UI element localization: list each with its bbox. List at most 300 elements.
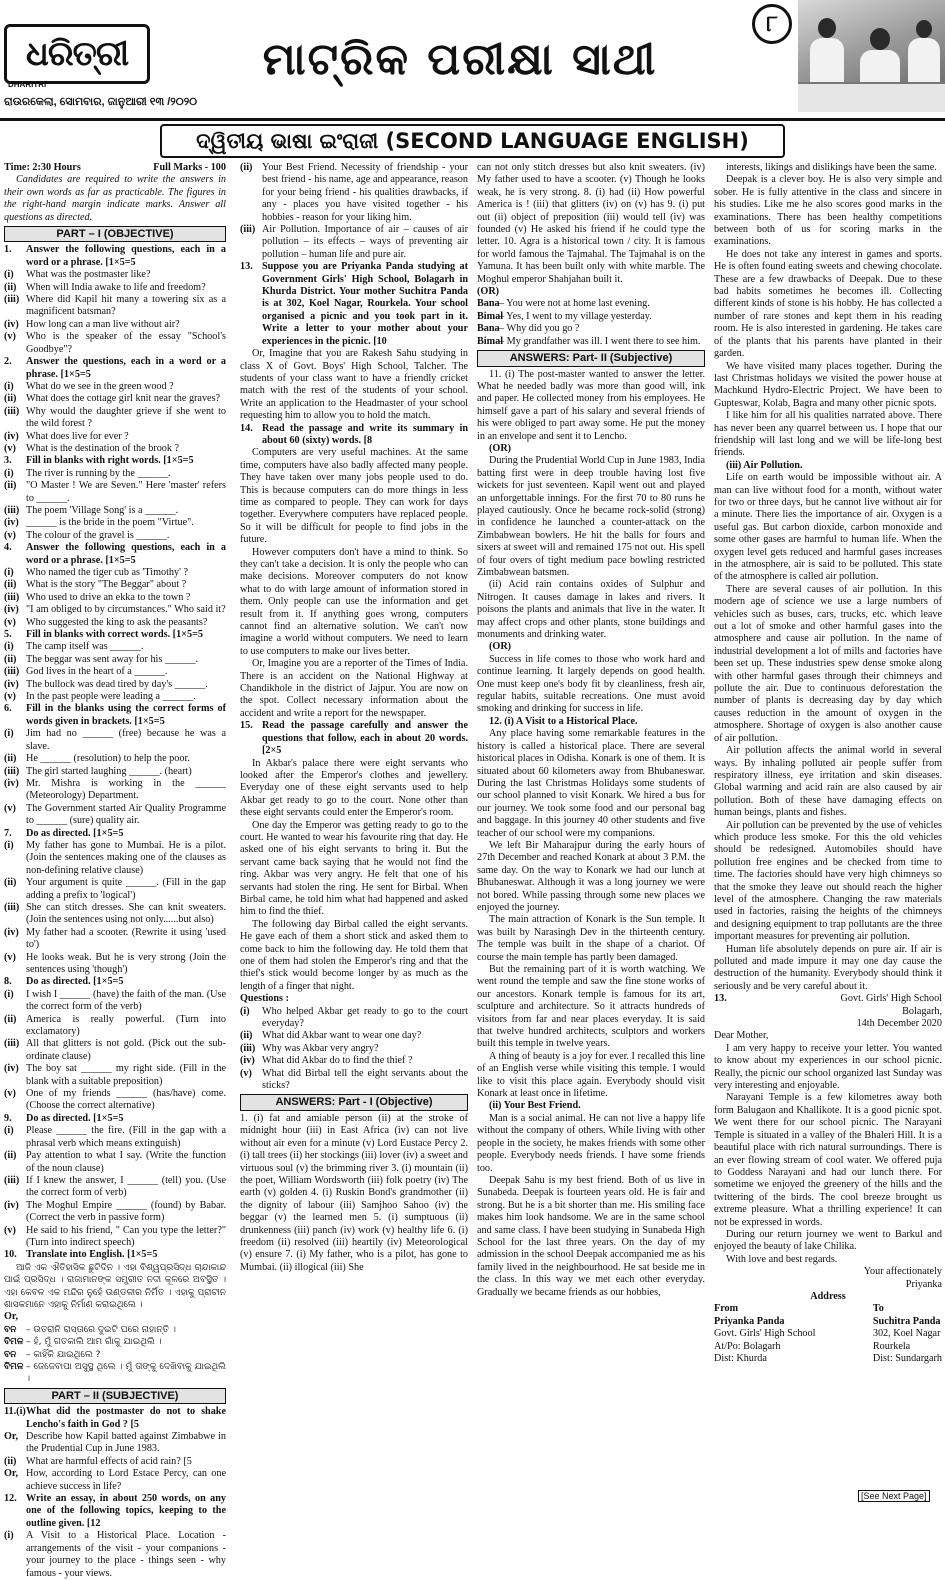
question-row	[4, 455, 226, 467]
question-number: (iii)	[240, 1042, 256, 1054]
question-text: What is the destination of the brook ?	[26, 442, 180, 454]
question-text: Please ______ the fire. (Fill in the gap with a phrasal verb which means extinguish)	[26, 1125, 226, 1149]
question-number: ବିମଳ	[4, 1362, 24, 1372]
paragraph: 12. (i) A Visit to a Historical Place.	[489, 715, 638, 727]
question-text: – ଉତରାନି ରାସ୍ତାରେ ଦୁଇଟି ଘରେ ନାହାନ୍ତି ।	[26, 1324, 176, 1335]
question-text: The girl started laughing ______. (heart)	[26, 765, 192, 777]
question-row	[4, 1225, 226, 1250]
question-row	[4, 431, 226, 443]
question-text: The beggar was sent away for his ______.	[26, 653, 199, 665]
paragraph: (OR)	[489, 641, 512, 653]
question-row	[477, 298, 705, 310]
question-number: (iv)	[4, 517, 19, 529]
paragraph: However computers don't have a mind to think. So they can't take a decision. It is only the people who can make decisions. Moreover computers do not know what to do with large amount of information stored in them. Only people can use the information and get result from it. If anything goes wrong, computers cannot find an alternative solution. We can't now imagine a world without computers. We need to learn to use computers to make our lives better.	[240, 546, 468, 657]
question-number: 4.	[4, 542, 12, 554]
question-number: (iii)	[4, 1174, 20, 1186]
letter-heading-row	[714, 993, 942, 1005]
question-number: ବିମଳ	[4, 1337, 24, 1348]
odia-passage: ଆଜି ଏକ ଐତିହାସିକ ଛୁଟିଦିନ । ଏହା ବିଶ୍ୱପ୍ରସିଦ୍ଧ ଚାନ୍ଦାକାନ୍ଦ ପାଇଁ ପ୍ରସିଦ୍ଧ । ରାଜାମାନଙ୍କ ସମ୍ପ୍ରୀତ ନଦୀ କୂଳରେ ଅବସ୍ଥିତ । ଏହା କେବଳ ଏକ ମନ୍ଦିର ନୁହେଁ ଉଣ୍ଡଳୀର ନିର୍ମିତ । ଏହାକୁ ପ୍ରାଚୀନ ଶାସକମାନେ ଏହାକୁ ନିର୍ମାଣ କରାଇଥିଲେ ।	[4, 1262, 226, 1310]
question-row	[4, 1150, 226, 1175]
question-text: If I knew the answer, I ______ (tell) you. (Use the correct form of verb)	[26, 1174, 226, 1199]
to-line: 302, Koel Nagar	[872, 1328, 941, 1340]
question-number: (v)	[4, 529, 16, 541]
question-row	[4, 1336, 226, 1348]
question-number: (ii)	[4, 480, 17, 492]
page-number-badge: ୮	[752, 4, 792, 44]
question-row	[240, 1068, 468, 1093]
question-number: Bimal	[477, 310, 504, 322]
question-row	[4, 927, 226, 952]
question-text: Translate into English. [1×5=5	[26, 1249, 158, 1261]
question-text: – ଜେଜେବାପା ଅସୁସ୍ଥ ଥିଲେ । ମୁଁ ତାଙ୍କୁ ଦେଖିବାକୁ ଯାଇଥିଲି ।	[26, 1362, 226, 1385]
paragraph: Computers are very useful machines. At the same time, computers have also badly affected many people. They have taken over many jobs people used to do. This is because computers can do more things in less time as compared to people. They can work for days together. Everywhere computers have replaced people. So it will be difficult for people to find jobs in the future.	[240, 447, 468, 546]
question-row	[4, 1088, 226, 1113]
paragraph: During our return journey we went to Barkul and enjoyed the beauty of lake Chilika.	[714, 1228, 942, 1253]
question-text: My father had a scooter. (Rewrite it using 'used to')	[26, 926, 226, 951]
to-line: Suchitra Panda	[872, 1315, 941, 1327]
question-row	[4, 728, 226, 753]
address-block	[714, 1303, 942, 1365]
question-text: Suppose you are Priyanka Panda studying at Government Girls' High School, Bolagarh in Khurda District. Your mother Suchitra Panda is at 302, Koel Nagar, Rourkela. Your school organised a picnic and you took part in it. Write a letter to your mother about your experiences in the picnic. [10	[262, 261, 468, 347]
question-number: 12.	[4, 1493, 17, 1505]
question-text: What did the postmaster do not to shake Lencho's faith in God ? [5	[26, 1406, 226, 1430]
paragraph: Narayani Temple is a few kilometres away both form Balugaon and Khallikote. It is a good picnic spot. We went there for our school picnic. The Narayani Temple is situated in a valley of the Bhaleri Hill. It is a beautiful place with rich natural surroundings. There is an ever flowing stream of cool water. We offered puja to Goddess Narayani and had our lunch there. For sometime we enjoyed the greenery of the hills and the twittering of the birds. The cool breeze brought us extreme pleasure. What a thrilling experience! It can not be expressed in words.	[714, 1092, 942, 1228]
question-number: (iii)	[4, 765, 20, 777]
question-row	[240, 261, 468, 348]
address-title: Address	[810, 1290, 846, 1302]
question-row	[4, 877, 226, 902]
question-number: (v)	[240, 1067, 252, 1079]
question-row	[4, 766, 226, 778]
question-number: (i)	[4, 1530, 14, 1542]
question-text: Who is the speaker of the essay "School's Goodbye"?	[26, 331, 226, 355]
question-number: (iii)	[4, 405, 20, 417]
logo-subtitle: DHARITRI	[8, 80, 47, 89]
question-text: – My grandfather was ill. I went there to see him.	[499, 335, 701, 347]
question-row	[4, 542, 226, 567]
header-rule	[0, 118, 945, 121]
q15-row	[240, 720, 468, 757]
letter-closing: Your affectionately	[863, 1266, 942, 1278]
question-row	[4, 1324, 226, 1336]
question-text: Who named the tiger cub as 'Timothy' ?	[26, 567, 189, 578]
question-text: How long can a man live without air?	[26, 318, 180, 330]
from-line: Govt. Girls' High School	[714, 1328, 816, 1340]
paragraph: Any place having some remarkable features in the history is called a historical place. There are several historical places in Odisha. Konark is one of them. It is situated about 60 kilometers away from Bhubaneswar. During the last Christmas Holidays some students of our school planned to visit Konark. We hired a bus for our journey. We took some food and our personal bag and baggage. In this journey 40 other students and five teacher of our school were my companions.	[477, 728, 705, 839]
question-text: What does live for ever ?	[26, 430, 129, 442]
question-number: (ii)	[4, 393, 17, 405]
question-number: (iv)	[4, 777, 19, 789]
question-row	[4, 1175, 226, 1200]
paragraph: One day the Emperor was getting ready to go to the court. He wanted to wear his favourite ring that day. He asked one of his eight servants to bring it. But the servant came back saying that he would not find the ring. Akbar was very angry. He felt that one of his servants had stolen the ring. He sent for Birbal. When Birbal came, he told him what had happened and asked him to find the thief.	[240, 819, 468, 918]
question-text: The Moghul Empire ______ (found) by Babar. (Correct the verb in passive form)	[26, 1199, 226, 1224]
question-text: Air Pollution. Importance of air – causes of air pollution – its effects – ways of preventing air pollution – human life and pure air.	[262, 224, 468, 260]
question-text: Mr. Mishra is working in the ______ (Meteorology) Department.	[26, 777, 226, 802]
question-row	[477, 336, 705, 348]
letter-signature: Priyanka	[905, 1278, 942, 1290]
question-number: (iv)	[240, 1055, 255, 1067]
question-text: Do as directed. [1×5=5	[26, 827, 124, 839]
question-row	[4, 579, 226, 591]
question-row	[4, 1530, 226, 1580]
answers-part2-heading: ANSWERS: Part- II (Subjective)	[477, 350, 705, 366]
paragraph: (ii) Your Best Friend.	[489, 1100, 581, 1112]
question-text: Write an essay, in about 250 words, on any one of the following topics, keeping to the outline given. [12	[26, 1493, 226, 1529]
question-number: 7.	[4, 827, 12, 839]
question-row	[4, 406, 226, 431]
question-text: Answer the following questions, each in a word or a phrase. [1×5=5	[26, 542, 226, 566]
question-row	[4, 1361, 226, 1386]
question-text: I wish I ______ (have) the faith of the man. (Use the correct form of the verb)	[26, 988, 226, 1013]
from-line: Priyanka Panda	[714, 1315, 785, 1327]
question-number: (i)	[4, 988, 14, 1000]
question-text: He looks weak. But he is very strong (Join the sentences using 'though')	[26, 951, 226, 975]
question-number: (iii)	[4, 504, 20, 516]
question-number: (ii)	[4, 281, 17, 293]
question-text: Who used to drive an ekka to the town ?	[26, 591, 191, 603]
answers-continued: can not only stitch dresses but also knit sweaters. (iv) My father used to have a scooter. (v) Though he looks weak, he is very strong. 8. (i) had (ii) How powerful America is ! (iii) that glitters (iv) on (v) has 9. (i) put out (ii) object of preposition (iii) would tell (iv) was founded (v) He asked his friend if he could type the letter. 10. Agra is a historical town / city. It is famous for world famous the Tajmahal. The Tajmahal is on the Yamuna. It has been built only with white marble. The Moghul emperor Shahjahan built it.	[477, 162, 705, 285]
question-text: What does the cottage girl knit near the graves?	[26, 393, 221, 405]
paragraph: Man is a social animal. He can not live a happy life without the company of others. While living with other people in the society, he makes friends with some other people. Everybody needs friends. I have some friends too.	[477, 1112, 705, 1174]
question-number: (ii)	[4, 1150, 17, 1162]
paragraph: With love and best regards.	[726, 1253, 838, 1265]
question-text: All that glitters is not gold. (Pick out the sub-ordinate clause)	[26, 1038, 226, 1062]
question-row	[4, 1038, 226, 1063]
question-row	[240, 1006, 468, 1031]
question-row	[4, 244, 226, 269]
question-row	[4, 989, 226, 1014]
q13-label: 13.	[714, 993, 727, 1005]
to-line: Rourkela	[872, 1340, 911, 1352]
question-row	[4, 331, 226, 356]
paragraph: Or, Imagine you are a reporter of the Times of India. There is an accident on the National Highway at Chandikhole in the district of Jajpur. You are now on the spot. Collect necessary information about the accident and write a report for the newspaper.	[240, 658, 468, 719]
question-row	[4, 1431, 226, 1456]
question-number: (v)	[4, 802, 16, 814]
see-next-page: [See Next Page]	[858, 1490, 930, 1502]
letter-place: Bolagarh,	[902, 1005, 942, 1017]
question-text: Answer the questions, each in a word or a phrase. [1×5=5	[26, 356, 226, 380]
question-text: Why was Akbar very angry?	[262, 1042, 379, 1054]
question-number: ବନ	[4, 1324, 17, 1335]
paragraph: He does not take any interest in games and sports. He is often found eating sweets and chewing chocolate. These are a few drawbacks of Deepak. Due to these bad habits sometimes he becomes ill. Collecting different kinds of stone is his hobby. He has collected a number of rare stones and kept them in his reading room. He is also interested in gardening. He takes care of the plants that his parents have planted in their garden.	[714, 248, 942, 360]
question-number: (v)	[4, 331, 16, 343]
paragraph: We have visited many places together. During the last Christmas holidays we visited the power house at Machkund Hydro-Electric Project. We have been to Gupteswar, Kolab, Bagra and many other picnic spots.	[714, 360, 942, 409]
question-number: (iii)	[240, 224, 256, 236]
question-text: "I am obliged to by circumstances." Who said it?	[26, 604, 226, 616]
question-text: America is really powerful. (Turn into exclamatory)	[26, 1013, 226, 1038]
question-number: 5.	[4, 629, 12, 641]
question-row	[4, 828, 226, 840]
question-row	[4, 443, 226, 455]
question-number: 9.	[4, 1112, 12, 1124]
column-3	[477, 162, 705, 1502]
question-text: What did Akbar want to wear one day?	[262, 1030, 422, 1042]
question-text: Answer the following questions, each in a word or a phrase. [1×5=5	[26, 244, 226, 268]
question-text: Who suggested the king to ask the peasants?	[26, 616, 208, 628]
question-text: Your Best Friend. Necessity of friendship - your best friend - his name, age and appearance, reason for your being friend - his qualities drawbacks, if any - places you have visited together - his hobbies - reason for your liking him.	[262, 162, 468, 223]
question-number: Bimal	[477, 335, 504, 347]
question-number: (i)	[4, 269, 14, 281]
from-line: At/Po: Bolagarh	[714, 1340, 781, 1352]
question-number: (iv)	[4, 604, 19, 616]
question-row	[4, 1200, 226, 1225]
section-banner: ଦ୍ୱିତୀୟ ଭାଷା ଇଂରାଜୀ (SECOND LANGUAGE ENGLISH)	[160, 124, 785, 158]
question-number: (iv)	[4, 926, 19, 938]
question-number: (v)	[4, 616, 16, 628]
q14-number: 14.	[240, 422, 253, 434]
question-row	[4, 1113, 226, 1125]
question-text: The colour of the gravel is ______.	[26, 529, 170, 541]
question-row	[4, 393, 226, 405]
column-1	[4, 162, 226, 1579]
question-number: (i)	[4, 839, 14, 851]
question-row	[4, 1456, 226, 1468]
or-label: Or,	[4, 1311, 19, 1323]
paragraph: There are several causes of air pollution. In this modern age of science we use a large numbers of vehicles such as buses, cars, trucks, etc. which leave out a lot of smoke and other harmful gases into the atmosphere and cause air pollution. In the name of industrial development a lot of mills and factories have been set up. These industries spew dense smoke along with other harmful gases through their chimneys and pollute the air. Due to continuous deforestation the number of plants is decreasing day by day which causes reduction in the amount of oxygen in the atmosphere. Shortage of oxygen is also another cause of air pollution.	[714, 583, 942, 744]
question-number: Or,	[4, 1468, 19, 1480]
question-number: (i)	[4, 467, 14, 479]
exam-header	[4, 162, 226, 174]
question-number: (iii)	[4, 901, 20, 913]
question-number: (iv)	[4, 1063, 19, 1075]
question-number: (v)	[4, 442, 16, 454]
question-number: (ii)	[4, 653, 17, 665]
question-row	[4, 691, 226, 703]
question-row	[477, 323, 705, 335]
question-row	[4, 976, 226, 988]
question-row	[4, 654, 226, 666]
question-row	[4, 1406, 226, 1431]
question-row	[4, 269, 226, 281]
question-text: He said to his friend, " Can you type the letter?" (Turn into indirect speech)	[26, 1224, 226, 1248]
question-text: What are harmful effects of acid rain? [5	[26, 1455, 192, 1467]
question-number: 6.	[4, 703, 12, 715]
question-text: When will India awake to life and freedom?	[26, 281, 206, 293]
question-text: The bullock was dead tired by day's ______.	[26, 678, 208, 690]
paragraph: (iii) Air Pollution.	[726, 459, 803, 471]
paragraph: The following day Birbal called the eight servants. He gave each of them a short stick and asked them to come back to him the following day. He told them that one of them had stolen the Emperor's ring and that the thief's stick would become longer by as much as the length of a finger that night.	[240, 918, 468, 992]
from-line: From	[714, 1303, 739, 1315]
question-number: (ii)	[4, 1013, 17, 1025]
paragraph: During the Prudential World Cup in June 1983, India batting first were in deep trouble having lost five wickets for just seventeen. Kapil went out and played an unforgettable innings. For the first 70 to 80 runs he played cautiously. Once he became rock-solid (strong) in confidence he launched a counter-attack on the Zimbabwean bowlers. He hit the balls for fours and sixers at sweet will and remained 175 not out. His spell of four overs of tight medium pace bowling restricted Zimbabwean batsmen.	[477, 455, 706, 578]
question-number: 2.	[4, 356, 12, 368]
question-text: What did Akbar do to find the thief ?	[262, 1055, 413, 1067]
question-number: Bana	[477, 323, 500, 335]
question-number: (ii)	[4, 1455, 17, 1467]
to-address	[873, 1303, 942, 1365]
question-text: My father has gone to Mumbai. He is a pilot. (Join the sentences making one of the clauses as non-defining relative clause)	[26, 839, 226, 876]
question-row	[240, 1030, 468, 1042]
page-title: ମାଟ୍ରିକ ପରୀକ୍ଷା ସାଥୀ	[262, 33, 658, 85]
question-number: (ii)	[4, 877, 17, 889]
question-text: The river is running by the ______.	[26, 467, 171, 479]
paragraph: (OR)	[489, 442, 512, 454]
letter-date: 14th December 2020	[856, 1018, 942, 1030]
question-number: (i)	[4, 1125, 14, 1137]
question-row	[4, 641, 226, 653]
letter-school: Govt. Girls' High School	[840, 993, 942, 1005]
question-number: (iv)	[4, 318, 19, 330]
question-number: (ii)	[4, 579, 17, 591]
question-text: She can stitch dresses. She can knit sweaters. (Join the sentences using not only......but also)	[26, 901, 226, 926]
paragraph: I like him for all his qualities narrated above. There has never been any quarrel between us. I hope that our friendship will last long and we will be life-long best friends.	[714, 410, 942, 459]
question-text: The boy sat ______ my right side. (Fill in the blank with a suitable preposition)	[26, 1063, 226, 1087]
paragraph: 11. (i) The post-master wanted to answer the letter. What he needed badly was more than good will, ink and paper. He collected money from his employees. He himself gave a part of his salary and several friends of his were obliged to part away some. He put the money in an envelope and sent it to Lencho.	[477, 368, 705, 442]
question-text: The poem 'Village Song' is a ______.	[26, 504, 179, 516]
from-address	[714, 1303, 815, 1365]
marks-label: Full Marks - 100	[153, 162, 226, 173]
question-text: – Why did you go ?	[499, 323, 580, 335]
question-number: (i)	[4, 641, 14, 653]
question-row	[4, 1014, 226, 1039]
question-text: The camp itself was ______.	[26, 641, 144, 653]
paragraph: Air pollution affects the animal world in several ways. By inhaling polluted air people suffer from respiratory illness, eye irritation and skin diseases. Global warming and acid rain are also caused by air pollution. Both of these have damaging effects on human beings, plants and fishes.	[714, 745, 942, 819]
question-number: (ii)	[240, 1030, 253, 1042]
question-number: (ii)	[4, 753, 17, 765]
question-number: (i)	[4, 380, 14, 392]
question-text: One of my friends ______ (has/have) come. (Choose the correct alternative)	[26, 1088, 226, 1112]
question-text: How, according to Lord Estace Percy, can one achieve success in life?	[26, 1468, 226, 1492]
question-text: – ହଁ, ମୁଁ ଗତକାଲି ଆମ ଗାଁକୁ ଯାଇଥିଲି ।	[26, 1337, 162, 1348]
question-text: What do we see in the green wood ?	[26, 380, 174, 392]
question-text: What was the postmaster like?	[26, 269, 151, 281]
question-row	[4, 803, 226, 828]
question-number: (v)	[4, 951, 16, 963]
paragraph: But the remaining part of it is worth watching. We went round the temple and saw the fine stone works of our ancestors. Konark temple is famous for its art, sculpture and architecture. So it attracts hundreds of visitors from far and near places everyday. It is said that twelve hundred architects, sculptors and workers built this temple in twelve years.	[477, 964, 705, 1050]
dharitri-logo: ଧରିତ୍ରୀ	[4, 24, 150, 84]
question-row	[240, 1055, 468, 1067]
question-number: (iv)	[4, 678, 19, 690]
question-text: What did Birbal tell the eight servants about the sticks?	[262, 1067, 468, 1092]
question-row	[4, 778, 226, 803]
question-row	[4, 1468, 226, 1493]
question-number: (iv)	[4, 1199, 19, 1211]
paragraph: interests, likings and dislikings have been the same.	[726, 162, 937, 173]
question-text: What is the story "The Beggar" about ?	[26, 579, 187, 591]
question-text: The Government started Air Quality Programme to ______ (sure) quality air.	[26, 802, 226, 827]
paragraph: Air pollution can be prevented by the use of vehicles which produce less smoke. For this the old vehicles should be redesigned. Automobiles should have pollution free engines and be checked from time to time. The factories should have very high chimneys so that the smoke they leave out should reach the higher level of the atmosphere. Changing the raw materials used in factories, raising the heights of the chimneys and designing equipment to trap pollutants are the three important measures for preventing air pollution.	[714, 819, 942, 943]
question-row	[4, 952, 226, 977]
question-text: Fill in the blanks using the correct forms of words given in brackets. [1×5=5	[26, 703, 226, 727]
question-row	[4, 679, 226, 691]
part2-heading: PART – II (SUBJECTIVE)	[4, 1388, 226, 1404]
question-row	[4, 1349, 226, 1361]
question-row	[4, 604, 226, 616]
question-row	[4, 666, 226, 678]
paragraph: In Akbar's palace there were eight servants who looked after the Emperor's clothes and jewellery. Everyday one of these eight servants used to help Akbar get ready to go to the court. None other than these eight servants could enter the Emperor's room.	[240, 757, 468, 819]
question-number: (i)	[4, 728, 14, 740]
column-2	[240, 162, 468, 1502]
question-row	[4, 617, 226, 629]
paragraph: I am very happy to receive your letter. You wanted to know about my experiences in our school picnic. Really, the picnic our school organized last Sunday was very interesting and enjoyable.	[714, 1042, 942, 1092]
question-number: (v)	[4, 1088, 16, 1100]
question-row	[4, 703, 226, 728]
question-number: (v)	[4, 691, 16, 703]
question-text: A Visit to a Historical Place. Location - arrangements of the visit - your companions - your journey to the place - things seen - why famous - your views.	[26, 1530, 226, 1579]
question-row	[4, 592, 226, 604]
question-number: (iii)	[4, 294, 20, 306]
question-row	[4, 517, 226, 529]
paragraph: Success in life comes to those who work hard and continue learning. It largely depends on good health. One must keep one's body fit by cleanliness, fresh air, regular habits, suitable recreations. One must avoid smoking and drinking for success in life.	[477, 653, 705, 715]
question-number: (iii)	[4, 591, 20, 603]
question-number: (iv)	[4, 430, 19, 442]
question-text: Who helped Akbar get ready to go to the court everyday?	[262, 1005, 468, 1030]
paragraph: The main attraction of Konark is the Sun temple. It was built by Narasingh Dev in the thirteenth century. The temple was built in the shape of a chariot. Of course the main temple has partly been damaged.	[477, 914, 705, 963]
q15-text: Read the passage carefully and answer the questions that follow, each in about 20 words. [2×5	[262, 720, 468, 757]
to-line: To	[872, 1303, 884, 1315]
time-label: Time: 2:30 Hours	[4, 162, 81, 173]
paragraph: (ii) Acid rain contains oxides of Sulphur and Nitrogen. It causes damage in lakes and rivers. It poisons the plants and animals that live in the water. It may affect crops and other plants, stone buildings and monuments and drinking water.	[477, 579, 705, 641]
paragraph: Life on earth would be impossible without air. A man can live without food for a month, without water for two or three days, but he cannot live without air for a minute. There lies the importance of air. Oxygen is a useful gas. But carbon dioxide, carbon monoxide and some other gases are harmful to human life. When the oxygen level gets reduced and harmful gases increases in the atmosphere, air is said to be polluted. This state of the atmosphere is called air pollution.	[714, 472, 942, 583]
question-row	[4, 1063, 226, 1088]
masthead	[0, 0, 945, 122]
questions-label: Questions :	[240, 993, 289, 1005]
answers-part1-heading: ANSWERS: Part - I (Objective)	[240, 1094, 468, 1110]
instructions: Candidates are required to write the answers in their own words as far as practicable. The figures in the right-hand margin indicate marks. Answer all questions as directed.	[4, 174, 226, 223]
question-number: 11.(i)	[4, 1406, 26, 1418]
or-label-row	[4, 1311, 226, 1323]
question-text: Fill in blanks with right words. [1×5=5	[26, 455, 194, 467]
question-text: – କାହିଁକି ଯାଇଥିଲେ ?	[26, 1349, 101, 1360]
paragraph: Human life absolutely depends on pure air. If air is polluted and made impure it may one day cause the destruction of the humanity. Everybody should think it seriously and be very careful about it.	[714, 943, 942, 992]
dateline: ରାଉରକେଲା, ସୋମବାର, ଜାନୁଆରୀ ୧୩ /୨୦୨୦	[4, 96, 198, 108]
letter-salutation: Dear Mother,	[714, 1030, 769, 1042]
paragraph: We left Bir Maharajpur during the early hours of 27th December and reached Konark at about 3 P.M. the same day. On the way to Konark we had our lunch at Bhubaneswar. Although it was a long journey we were not bored. While passing through some new places we enjoyed the journey.	[477, 839, 705, 913]
question-number: (i)	[240, 1005, 250, 1017]
question-text: Do as directed. [1×5=5	[26, 1112, 124, 1124]
question-row	[240, 1043, 468, 1055]
question-row	[4, 319, 226, 331]
question-number: Or,	[4, 1431, 19, 1443]
paragraph: Deepak Sahu is my best friend. Both of us live in Sunabeda. Deepak is fourteen years old. He is fair and strong. But he is a bit shorter than me. His smiling face makes him look handsome. We are in the same school and same class. I have been studying in Sunabeda High School for the last three years. On the day of my admission in the school Deepak accompanied me as his family lived in the neighbourhood. He sat beside me in the class. In this way we met each other everyday. Gradually we became friends as our hobbies,	[477, 1174, 705, 1298]
question-row	[4, 381, 226, 393]
to-line: Dist: Sundargarh	[872, 1353, 942, 1364]
question-row	[4, 282, 226, 294]
question-number: (iii)	[4, 666, 20, 678]
question-text: Fill in blanks with correct words. [1×5=5	[26, 629, 203, 641]
question-row	[240, 224, 468, 261]
question-row	[4, 1493, 226, 1530]
question-row	[4, 1125, 226, 1150]
paragraph: A thing of beauty is a joy for ever. I recalled this line of an English verse while visiting this temple. I would like to visit this place again. Everybody should visit Konark at least once in lifetime.	[477, 1050, 705, 1100]
question-text: Jim had no ______ (free) because he was a slave.	[26, 728, 226, 752]
answers-part1-text: 1. (i) fat and amiable person (ii) at the stroke of midnight hour (iii) in East Africa (iv) can not live without air even for a minute (v) Lord Eustace Percy 2. (i) tall trees (ii) her stockings (iii) lover (iv) a sweet and virtuous soul (v) the brimming river 3. (i) mountain (ii) the poet, William Wordsworth (iii) folk poetry (iv) The earth (v) golden 4. (i) Ruskin Bond's grandmother (ii) the dignity of labour (iii) Samjhoo Sahoo (iv) the beggar (v) the learned men 5. (i) sumptuous (ii) drunkenness (iii) panch (iv) work (v) healthy life 6. (i) freedom (ii) resolved (iii) heartily (iv) Meteorological (v) ensure 7. (i) My father, who is a pilot, has gone to Mumbai. (ii) illogical (iii) She	[240, 1112, 468, 1273]
question-text: Your argument is quite ______. (Fill in the gap adding a prefix to 'logical')	[26, 877, 226, 901]
question-text: God lives in the heart of a ______.	[26, 666, 168, 678]
exam-students-photo	[798, 0, 945, 112]
question-text: Describe how Kapil batted against Zimbabwe in the Prudential Cup in June 1983.	[26, 1431, 226, 1455]
q13-or-text: Or, Imagine that you are Rakesh Sahu studying in class X of Govt. Boys' High School, Talcher. The students of your class want to have a friendly cricket match with the rest of the students of your school. Write an application to the Headmaster of your school requesting him to allow you to hold the match.	[240, 348, 468, 422]
question-row	[4, 629, 226, 641]
q14-text: Read the passage and write its summary in about 60 (sixty) words. [8	[262, 422, 468, 446]
part1-heading: PART – I (OBJECTIVE)	[4, 226, 226, 242]
question-text: Why would the daughter grieve if she went to the wild forest ?	[26, 405, 226, 430]
question-number: 1.	[4, 244, 12, 256]
question-number: 13.	[240, 261, 253, 273]
question-row	[4, 840, 226, 877]
question-row	[477, 311, 705, 323]
question-number: (v)	[4, 1224, 16, 1236]
question-text: He ______ (resolution) to help the poor.	[26, 753, 190, 765]
question-number: 3.	[4, 455, 12, 467]
question-row	[4, 753, 226, 765]
question-number: (ii)	[240, 162, 253, 173]
question-row	[4, 356, 226, 381]
question-text: In the past people were leading a ______.	[26, 691, 196, 703]
question-row	[4, 530, 226, 542]
question-number: Bana	[477, 298, 500, 310]
question-row	[4, 294, 226, 319]
